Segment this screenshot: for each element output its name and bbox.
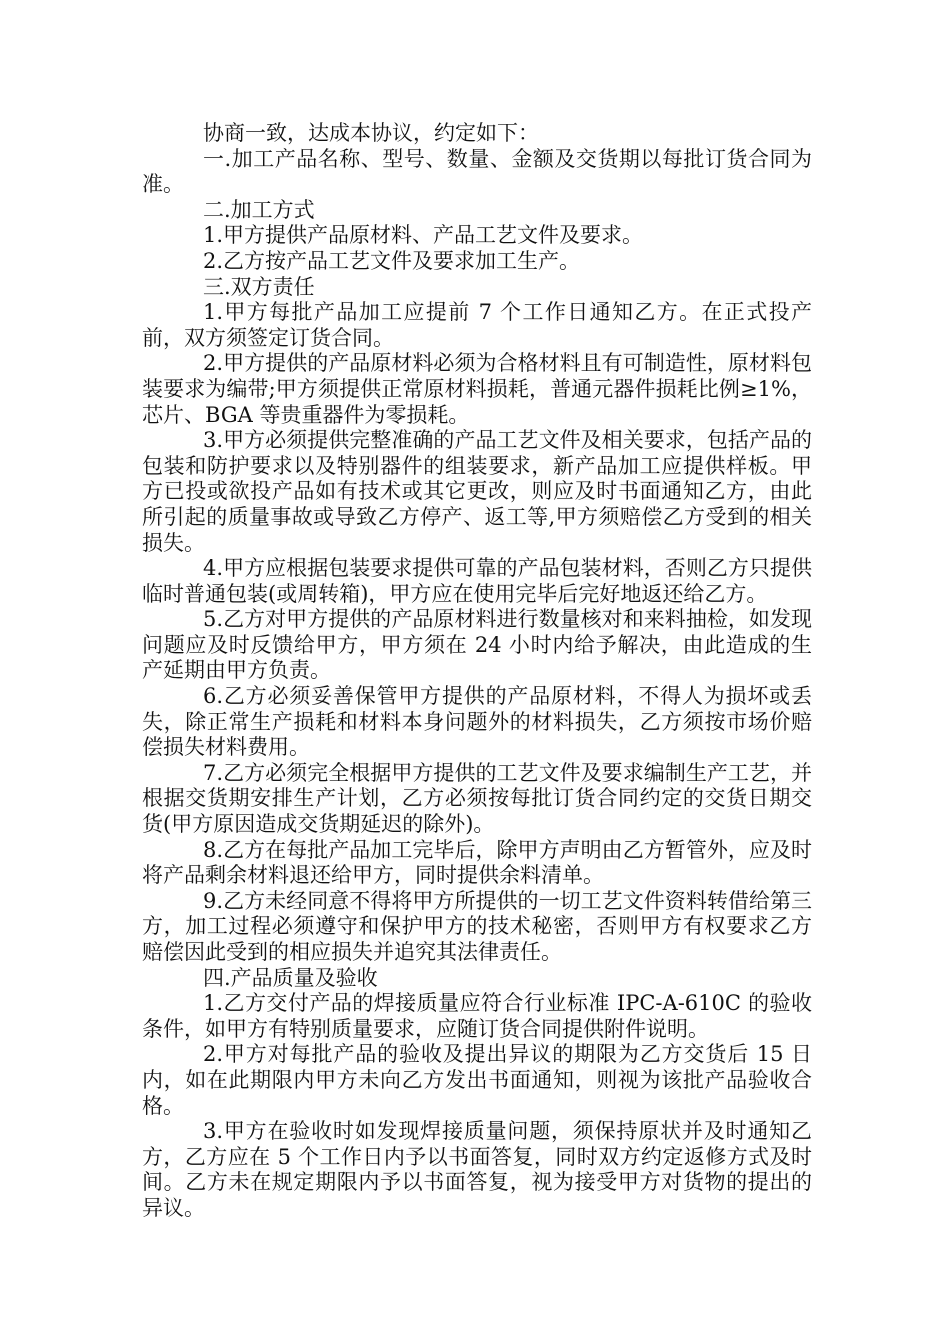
paragraph-3-8: 8.乙方在每批产品加工完毕后，除甲方声明由乙方暂管外，应及时将产品剩余材料退还给甲方，同时提供余料清单。 [142, 837, 812, 888]
paragraph-section-1: 一.加工产品名称、型号、数量、金额及交货期以每批订货合同为准。 [142, 146, 812, 197]
heading-section-4: 四.产品质量及验收 [203, 965, 378, 990]
paragraph-3-1: 1.甲方每批产品加工应提前 7 个工作日通知乙方。在正式投产前，双方须签定订货合同。 [142, 300, 812, 350]
paragraph-intro: 协商一致，达成本协议，约定如下： [203, 121, 539, 145]
paragraph-3-5: 5.乙方对甲方提供的产品原材料进行数量核对和来料抽检，如发现问题应及时反馈给甲方，甲方须在 24 小时内给予解决，由此造成的生产延期由甲方负责。 [142, 607, 812, 683]
paragraph-3-6: 6.乙方必须妥善保管甲方提供的产品原材料，不得人为损坏或丢失，除正常生产损耗和材料本身问题外的材料损失，乙方须按市场价赔偿损失材料费用。 [142, 684, 812, 760]
paragraph-3-3: 3.甲方必须提供完整准确的产品工艺文件及相关要求，包括产品的包装和防护要求以及特别器件的组装要求，新产品加工应提供样板。甲方已投或欲投产品如有技术或其它更改，则应及时书面通知乙方，由此所引起的质量事故或导致乙方停产、返工等,甲方须赔偿乙方受到的相关损失。 [142, 428, 812, 555]
paragraph-3-2: 2.甲方提供的产品原材料必须为合格材料且有可制造性，原材料包装要求为编带;甲方须提供正常原材料损耗，普通元器件损耗比例≥1%，芯片、BGA 等贵重器件为零损耗。 [142, 351, 812, 427]
paragraph-4-3: 3.甲方在验收时如发现焊接质量问题，须保持原状并及时通知乙方，乙方应在 5 个工作日内予以书面答复，同时双方约定返修方式及时间。乙方未在规定期限内予以书面答复，视为接受甲方对货物的提出的异议。 [142, 1119, 812, 1220]
paragraph-2-2: 2.乙方按产品工艺文件及要求加工生产。 [203, 248, 581, 273]
paragraph-3-4: 4.甲方应根据包装要求提供可靠的产品包装材料，否则乙方只提供临时普通包装(或周转箱)，甲方应在使用完毕后完好地返还给乙方。 [142, 556, 812, 606]
paragraph-4-2: 2.甲方对每批产品的验收及提出异议的期限为乙方交货后 15 日内，如在此期限内甲方未向乙方发出书面通知，则视为该批产品验收合格。 [142, 1042, 812, 1118]
paragraph-4-1: 1.乙方交付产品的焊接质量应符合行业标准 IPC-A-610C 的验收条件，如甲方有特别质量要求，应随订货合同提供附件说明。 [142, 991, 812, 1041]
heading-section-2: 二.加工方式 [203, 197, 315, 222]
paragraph-3-9: 9.乙方未经同意不得将甲方所提供的一切工艺文件资料转借给第三方，加工过程必须遵守和保护甲方的技术秘密，否则甲方有权要求乙方赔偿因此受到的相应损失并追究其法律责任。 [142, 888, 812, 964]
heading-section-3: 三.双方责任 [203, 274, 315, 299]
paragraph-2-1: 1.甲方提供产品原材料、产品工艺文件及要求。 [203, 223, 644, 248]
document-body [142, 121, 812, 1222]
paragraph-3-7: 7.乙方必须完全根据甲方提供的工艺文件及要求编制生产工艺，并根据交货期安排生产计划，乙方必须按每批订货合同约定的交货日期交货(甲方原因造成交货期延迟的除外)。 [142, 760, 812, 837]
